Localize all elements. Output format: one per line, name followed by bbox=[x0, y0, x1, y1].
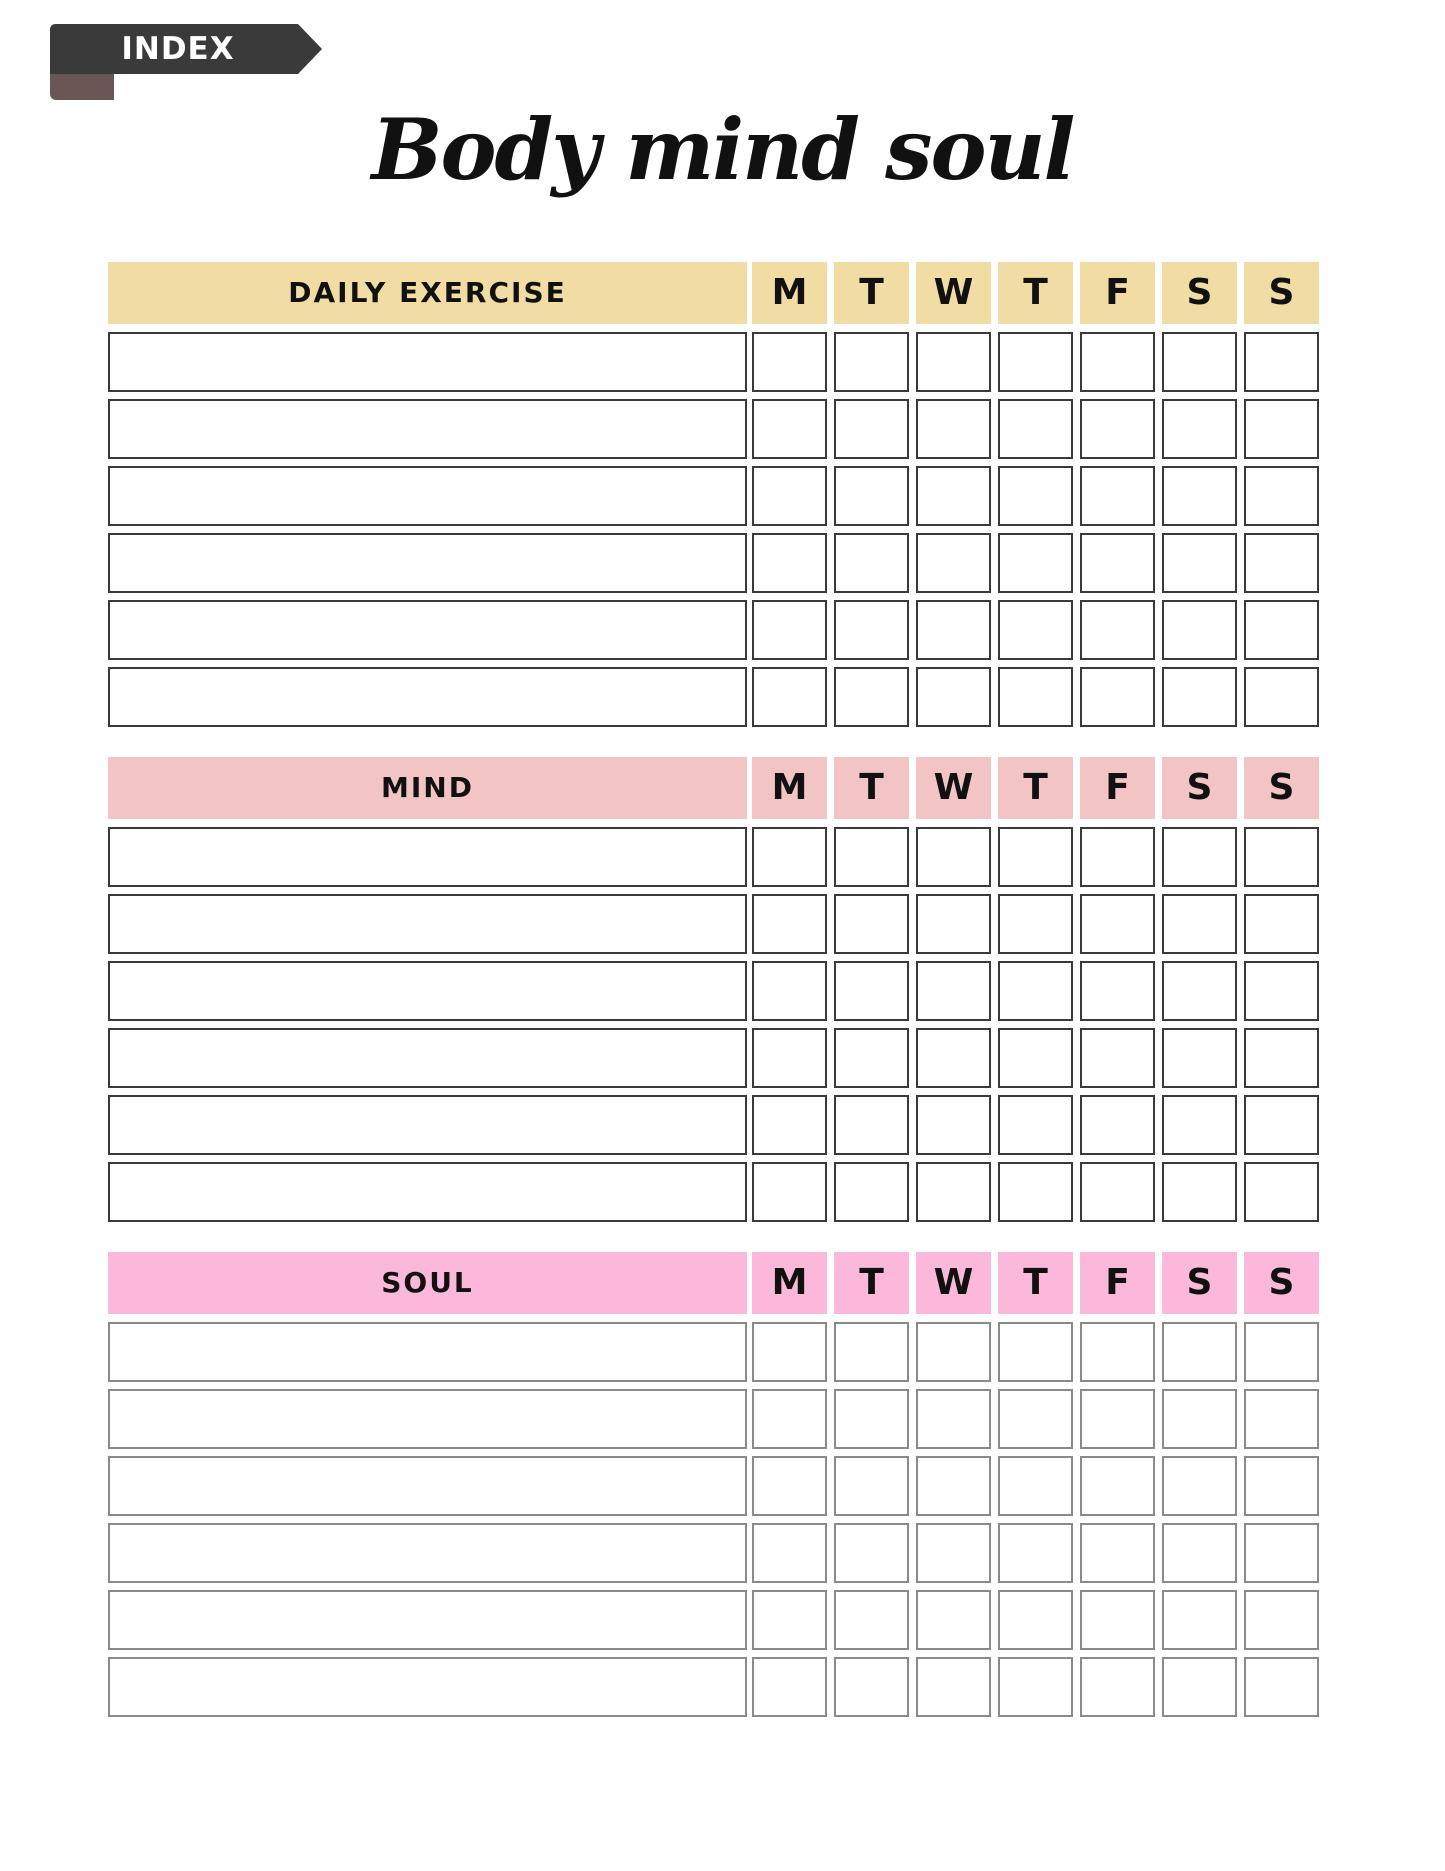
day-header-tue: T bbox=[834, 1252, 909, 1314]
tracker-row bbox=[108, 961, 1322, 1021]
habit-entry-field[interactable] bbox=[108, 1162, 747, 1222]
day-checkbox-fri[interactable] bbox=[1080, 1322, 1155, 1382]
day-checkbox-mon[interactable] bbox=[752, 1162, 827, 1222]
day-header-sun: S bbox=[1244, 262, 1319, 324]
day-checkbox-wed[interactable] bbox=[916, 1162, 991, 1222]
day-checkbox-wed[interactable] bbox=[916, 1456, 991, 1516]
section-title: SOUL bbox=[108, 1252, 747, 1314]
day-checkbox-thu[interactable] bbox=[998, 961, 1073, 1021]
day-checkbox-tue[interactable] bbox=[834, 667, 909, 727]
section-header bbox=[108, 757, 1322, 819]
day-checkbox-tue[interactable] bbox=[834, 1095, 909, 1155]
day-checkbox-fri[interactable] bbox=[1080, 1523, 1155, 1583]
day-checkbox-mon[interactable] bbox=[752, 1590, 827, 1650]
day-checkbox-wed[interactable] bbox=[916, 1657, 991, 1717]
tracker-row bbox=[108, 1095, 1322, 1155]
day-checkbox-tue[interactable] bbox=[834, 1657, 909, 1717]
section-rows bbox=[108, 827, 1322, 1222]
tracker-row bbox=[108, 466, 1322, 526]
day-checkbox-thu[interactable] bbox=[998, 332, 1073, 392]
day-checkbox-fri[interactable] bbox=[1080, 466, 1155, 526]
day-checkbox-fri[interactable] bbox=[1080, 600, 1155, 660]
section-rows bbox=[108, 332, 1322, 727]
day-header-thu: T bbox=[998, 262, 1073, 324]
habit-entry-field[interactable] bbox=[108, 667, 747, 727]
habit-entry-field[interactable] bbox=[108, 399, 747, 459]
day-checkbox-wed[interactable] bbox=[916, 533, 991, 593]
day-checkbox-sat[interactable] bbox=[1162, 533, 1237, 593]
day-checkbox-thu[interactable] bbox=[998, 1389, 1073, 1449]
day-checkbox-thu[interactable] bbox=[998, 894, 1073, 954]
day-checkbox-wed[interactable] bbox=[916, 894, 991, 954]
section-header bbox=[108, 1252, 1322, 1314]
day-checkbox-sun[interactable] bbox=[1244, 961, 1319, 1021]
day-header-thu: T bbox=[998, 1252, 1073, 1314]
day-checkbox-thu[interactable] bbox=[998, 600, 1073, 660]
tracker-row bbox=[108, 332, 1322, 392]
day-checkbox-sun[interactable] bbox=[1244, 1322, 1319, 1382]
tracker-row bbox=[108, 600, 1322, 660]
habit-entry-field[interactable] bbox=[108, 827, 747, 887]
day-checkbox-fri[interactable] bbox=[1080, 1095, 1155, 1155]
tracker-row bbox=[108, 827, 1322, 887]
habit-entry-field[interactable] bbox=[108, 1389, 747, 1449]
section-title: MIND bbox=[108, 757, 747, 819]
day-checkbox-wed[interactable] bbox=[916, 1028, 991, 1088]
habit-entry-field[interactable] bbox=[108, 961, 747, 1021]
tracker-row bbox=[108, 399, 1322, 459]
day-checkbox-sun[interactable] bbox=[1244, 1590, 1319, 1650]
index-tab-button[interactable] bbox=[50, 24, 322, 100]
day-checkbox-tue[interactable] bbox=[834, 1322, 909, 1382]
section-daily-exercise bbox=[108, 262, 1322, 734]
day-checkbox-mon[interactable] bbox=[752, 1523, 827, 1583]
tracker-row bbox=[108, 1523, 1322, 1583]
day-checkbox-thu[interactable] bbox=[998, 1028, 1073, 1088]
day-checkbox-tue[interactable] bbox=[834, 1590, 909, 1650]
day-checkbox-fri[interactable] bbox=[1080, 533, 1155, 593]
day-checkbox-tue[interactable] bbox=[834, 533, 909, 593]
day-checkbox-thu[interactable] bbox=[998, 1657, 1073, 1717]
day-checkbox-sat[interactable] bbox=[1162, 1590, 1237, 1650]
habit-entry-field[interactable] bbox=[108, 533, 747, 593]
tracker-row bbox=[108, 1028, 1322, 1088]
day-checkbox-sun[interactable] bbox=[1244, 1389, 1319, 1449]
day-checkbox-mon[interactable] bbox=[752, 332, 827, 392]
day-checkbox-thu[interactable] bbox=[998, 827, 1073, 887]
day-header-mon: M bbox=[752, 262, 827, 324]
day-checkbox-sat[interactable] bbox=[1162, 1389, 1237, 1449]
day-header-sat: S bbox=[1162, 1252, 1237, 1314]
day-checkbox-fri[interactable] bbox=[1080, 1162, 1155, 1222]
day-checkbox-sun[interactable] bbox=[1244, 1523, 1319, 1583]
day-checkbox-thu[interactable] bbox=[998, 1456, 1073, 1516]
day-checkbox-sat[interactable] bbox=[1162, 1322, 1237, 1382]
day-header-sun: S bbox=[1244, 757, 1319, 819]
habit-entry-field[interactable] bbox=[108, 1095, 747, 1155]
day-checkbox-tue[interactable] bbox=[834, 600, 909, 660]
day-header-tue: T bbox=[834, 262, 909, 324]
tracker-row bbox=[108, 1162, 1322, 1222]
section-title: DAILY EXERCISE bbox=[108, 262, 747, 324]
day-checkbox-thu[interactable] bbox=[998, 1322, 1073, 1382]
day-checkbox-tue[interactable] bbox=[834, 1028, 909, 1088]
day-checkbox-mon[interactable] bbox=[752, 1028, 827, 1088]
habit-entry-field[interactable] bbox=[108, 1456, 747, 1516]
day-checkbox-sun[interactable] bbox=[1244, 600, 1319, 660]
section-header bbox=[108, 262, 1322, 324]
habit-entry-field[interactable] bbox=[108, 1657, 747, 1717]
day-checkbox-wed[interactable] bbox=[916, 1523, 991, 1583]
habit-entry-field[interactable] bbox=[108, 1590, 747, 1650]
day-checkbox-wed[interactable] bbox=[916, 600, 991, 660]
day-checkbox-fri[interactable] bbox=[1080, 399, 1155, 459]
day-checkbox-sun[interactable] bbox=[1244, 466, 1319, 526]
day-checkbox-sun[interactable] bbox=[1244, 1456, 1319, 1516]
habit-entry-field[interactable] bbox=[108, 466, 747, 526]
habit-entry-field[interactable] bbox=[108, 1028, 747, 1088]
day-checkbox-mon[interactable] bbox=[752, 1095, 827, 1155]
day-checkbox-wed[interactable] bbox=[916, 399, 991, 459]
day-header-mon: M bbox=[752, 1252, 827, 1314]
tracker-row bbox=[108, 1322, 1322, 1382]
tracker-row bbox=[108, 533, 1322, 593]
day-checkbox-tue[interactable] bbox=[834, 1523, 909, 1583]
day-checkbox-sun[interactable] bbox=[1244, 399, 1319, 459]
day-checkbox-fri[interactable] bbox=[1080, 827, 1155, 887]
day-checkbox-mon[interactable] bbox=[752, 1456, 827, 1516]
day-checkbox-sat[interactable] bbox=[1162, 667, 1237, 727]
day-checkbox-sun[interactable] bbox=[1244, 1162, 1319, 1222]
page-title: Body mind soul bbox=[371, 100, 1074, 199]
day-checkbox-mon[interactable] bbox=[752, 667, 827, 727]
day-checkbox-tue[interactable] bbox=[834, 827, 909, 887]
section-rows bbox=[108, 1322, 1322, 1717]
habit-entry-field[interactable] bbox=[108, 600, 747, 660]
day-checkbox-wed[interactable] bbox=[916, 332, 991, 392]
day-checkbox-thu[interactable] bbox=[998, 667, 1073, 727]
day-checkbox-tue[interactable] bbox=[834, 894, 909, 954]
day-checkbox-sat[interactable] bbox=[1162, 399, 1237, 459]
day-checkbox-mon[interactable] bbox=[752, 827, 827, 887]
tracker-row bbox=[108, 894, 1322, 954]
day-checkbox-fri[interactable] bbox=[1080, 1657, 1155, 1717]
day-checkbox-sat[interactable] bbox=[1162, 1523, 1237, 1583]
day-checkbox-mon[interactable] bbox=[752, 1657, 827, 1717]
day-checkbox-wed[interactable] bbox=[916, 827, 991, 887]
day-checkbox-wed[interactable] bbox=[916, 1590, 991, 1650]
day-checkbox-sun[interactable] bbox=[1244, 894, 1319, 954]
tracker-row bbox=[108, 667, 1322, 727]
day-checkbox-sat[interactable] bbox=[1162, 894, 1237, 954]
day-checkbox-tue[interactable] bbox=[834, 961, 909, 1021]
day-checkbox-mon[interactable] bbox=[752, 600, 827, 660]
day-header-wed: W bbox=[916, 262, 991, 324]
day-checkbox-thu[interactable] bbox=[998, 1162, 1073, 1222]
day-checkbox-fri[interactable] bbox=[1080, 1389, 1155, 1449]
section-soul bbox=[108, 1252, 1322, 1724]
day-checkbox-thu[interactable] bbox=[998, 399, 1073, 459]
day-checkbox-fri[interactable] bbox=[1080, 332, 1155, 392]
day-header-sat: S bbox=[1162, 262, 1237, 324]
day-checkbox-sun[interactable] bbox=[1244, 1657, 1319, 1717]
day-checkbox-mon[interactable] bbox=[752, 894, 827, 954]
day-checkbox-mon[interactable] bbox=[752, 1322, 827, 1382]
day-checkbox-wed[interactable] bbox=[916, 961, 991, 1021]
tracker-row bbox=[108, 1456, 1322, 1516]
day-checkbox-fri[interactable] bbox=[1080, 1590, 1155, 1650]
day-checkbox-fri[interactable] bbox=[1080, 1028, 1155, 1088]
day-checkbox-mon[interactable] bbox=[752, 1389, 827, 1449]
day-checkbox-sun[interactable] bbox=[1244, 1095, 1319, 1155]
tracker-row bbox=[108, 1657, 1322, 1717]
habit-entry-field[interactable] bbox=[108, 332, 747, 392]
day-header-sat: S bbox=[1162, 757, 1237, 819]
day-checkbox-fri[interactable] bbox=[1080, 894, 1155, 954]
day-checkbox-wed[interactable] bbox=[916, 1095, 991, 1155]
habit-entry-field[interactable] bbox=[108, 894, 747, 954]
day-checkbox-wed[interactable] bbox=[916, 667, 991, 727]
section-mind bbox=[108, 757, 1322, 1229]
day-checkbox-tue[interactable] bbox=[834, 1162, 909, 1222]
day-header-wed: W bbox=[916, 1252, 991, 1314]
day-checkbox-mon[interactable] bbox=[752, 961, 827, 1021]
day-header-fri: F bbox=[1080, 1252, 1155, 1314]
day-checkbox-fri[interactable] bbox=[1080, 1456, 1155, 1516]
day-checkbox-thu[interactable] bbox=[998, 466, 1073, 526]
index-tab-label: INDEX bbox=[121, 31, 235, 67]
day-checkbox-thu[interactable] bbox=[998, 1590, 1073, 1650]
day-checkbox-tue[interactable] bbox=[834, 1389, 909, 1449]
tracker-row bbox=[108, 1389, 1322, 1449]
day-checkbox-sat[interactable] bbox=[1162, 1028, 1237, 1088]
day-checkbox-thu[interactable] bbox=[998, 533, 1073, 593]
day-header-fri: F bbox=[1080, 757, 1155, 819]
day-checkbox-wed[interactable] bbox=[916, 1322, 991, 1382]
day-header-tue: T bbox=[834, 757, 909, 819]
day-checkbox-tue[interactable] bbox=[834, 466, 909, 526]
day-checkbox-thu[interactable] bbox=[998, 1523, 1073, 1583]
day-checkbox-sat[interactable] bbox=[1162, 1657, 1237, 1717]
day-checkbox-sat[interactable] bbox=[1162, 1095, 1237, 1155]
day-checkbox-sun[interactable] bbox=[1244, 1028, 1319, 1088]
day-checkbox-mon[interactable] bbox=[752, 466, 827, 526]
tracker-row bbox=[108, 1590, 1322, 1650]
day-header-thu: T bbox=[998, 757, 1073, 819]
day-checkbox-sat[interactable] bbox=[1162, 600, 1237, 660]
day-checkbox-sat[interactable] bbox=[1162, 332, 1237, 392]
day-header-mon: M bbox=[752, 757, 827, 819]
day-checkbox-fri[interactable] bbox=[1080, 667, 1155, 727]
day-checkbox-wed[interactable] bbox=[916, 1389, 991, 1449]
day-checkbox-tue[interactable] bbox=[834, 1456, 909, 1516]
day-checkbox-sat[interactable] bbox=[1162, 961, 1237, 1021]
day-checkbox-tue[interactable] bbox=[834, 399, 909, 459]
day-checkbox-thu[interactable] bbox=[998, 1095, 1073, 1155]
day-checkbox-sat[interactable] bbox=[1162, 827, 1237, 887]
habit-entry-field[interactable] bbox=[108, 1523, 747, 1583]
day-header-fri: F bbox=[1080, 262, 1155, 324]
day-checkbox-sat[interactable] bbox=[1162, 1456, 1237, 1516]
day-checkbox-sat[interactable] bbox=[1162, 466, 1237, 526]
day-checkbox-sun[interactable] bbox=[1244, 827, 1319, 887]
day-checkbox-mon[interactable] bbox=[752, 399, 827, 459]
day-checkbox-wed[interactable] bbox=[916, 466, 991, 526]
day-checkbox-sun[interactable] bbox=[1244, 667, 1319, 727]
day-checkbox-sat[interactable] bbox=[1162, 1162, 1237, 1222]
habit-entry-field[interactable] bbox=[108, 1322, 747, 1382]
day-checkbox-tue[interactable] bbox=[834, 332, 909, 392]
day-checkbox-mon[interactable] bbox=[752, 533, 827, 593]
day-header-wed: W bbox=[916, 757, 991, 819]
day-checkbox-sun[interactable] bbox=[1244, 332, 1319, 392]
day-checkbox-sun[interactable] bbox=[1244, 533, 1319, 593]
day-header-sun: S bbox=[1244, 1252, 1319, 1314]
day-checkbox-fri[interactable] bbox=[1080, 961, 1155, 1021]
